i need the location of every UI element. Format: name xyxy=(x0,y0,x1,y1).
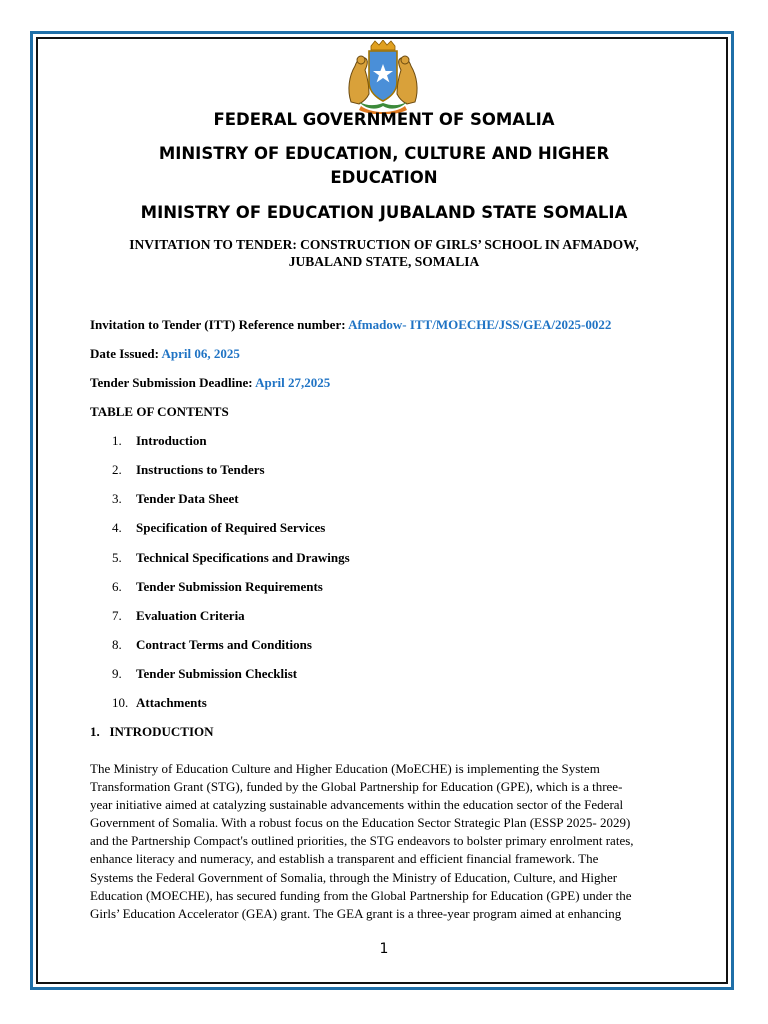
toc-item-number: 3. xyxy=(112,491,122,506)
paragraph-line: enhance literacy and numeracy, and establish a transparent and efficient financial framework. The xyxy=(90,851,599,867)
toc-item-number: 1. xyxy=(112,433,122,448)
reference-label: Invitation to Tender (ITT) Reference number: xyxy=(90,317,349,332)
toc-item-label: Tender Submission Requirements xyxy=(136,579,323,594)
toc-item-label: Evaluation Criteria xyxy=(136,608,245,623)
toc-item[interactable] xyxy=(112,636,312,654)
tender-title-line2: JUBALAND STATE, SOMALIA xyxy=(288,254,480,269)
paragraph-line: Systems the Federal Government of Somalia, through the Ministry of Education, Culture, and Higher xyxy=(90,869,618,885)
toc-item-label: Contract Terms and Conditions xyxy=(136,637,312,652)
toc-item-label: Attachments xyxy=(136,695,207,710)
ministry-heading-line2: EDUCATION xyxy=(330,168,438,187)
paragraph-line: Girls’ Education Accelerator (GEA) grant. The GEA grant is a three-year program aimed at enhancing xyxy=(90,905,622,921)
paragraph-line: Education (MOECHE), has secured funding from the Global Partnership for Education (GPE) under the xyxy=(90,887,632,903)
toc-heading: TABLE OF CONTENTS xyxy=(90,404,229,419)
toc-item-number: 6. xyxy=(112,579,122,594)
date-issued-line xyxy=(90,345,240,363)
ministry-heading-line1: MINISTRY OF EDUCATION, CULTURE AND HIGHER xyxy=(158,144,610,163)
paragraph-line: Government of Somalia. With a robust focus on the Education Sector Strategic Plan (ESSP 2025- 2029) xyxy=(90,815,631,831)
date-issued-label: Date Issued: xyxy=(90,346,162,361)
toc-item-label: Introduction xyxy=(136,433,207,448)
toc-item-number: 8. xyxy=(112,637,122,652)
toc-item[interactable] xyxy=(112,490,239,508)
toc-item[interactable] xyxy=(112,461,265,479)
reference-number-line xyxy=(90,316,611,334)
toc-item-number: 7. xyxy=(112,608,122,623)
paragraph-line: Transformation Grant (STG), funded by the Global Partnership for Education (GPE), which is a three- xyxy=(90,779,623,795)
toc-item-number: 9. xyxy=(112,666,122,681)
toc-item-number: 2. xyxy=(112,462,122,477)
toc-item-number: 10. xyxy=(112,695,129,710)
paragraph-line: The Ministry of Education Culture and Higher Education (MoECHE) is implementing the System xyxy=(90,761,600,776)
deadline-line xyxy=(90,374,330,392)
toc-item-number: 5. xyxy=(112,550,122,565)
government-heading: FEDERAL GOVERNMENT OF SOMALIA xyxy=(213,110,555,129)
toc-item[interactable] xyxy=(112,549,350,567)
reference-value: Afmadow- ITT/MOECHE/JSS/GEA/2025-0022 xyxy=(348,317,612,332)
deadline-label: Tender Submission Deadline: xyxy=(90,375,256,390)
toc-item[interactable] xyxy=(112,694,207,712)
paragraph-line: year initiative aimed at catalyzing sustainable advancements within the education sector of the Federal xyxy=(90,797,624,813)
toc-item[interactable] xyxy=(112,519,325,537)
toc-item-number: 4. xyxy=(112,520,122,535)
toc-item[interactable] xyxy=(112,607,245,625)
toc-item-label: Technical Specifications and Drawings xyxy=(136,550,350,565)
introduction-paragraph xyxy=(90,760,680,923)
toc-item-label: Tender Data Sheet xyxy=(136,491,239,506)
deadline-value: April 27,2025 xyxy=(255,375,331,390)
page-number: 1 xyxy=(379,941,389,957)
toc-item[interactable] xyxy=(112,578,323,596)
toc-item[interactable] xyxy=(112,665,297,683)
tender-title-line1: INVITATION TO TENDER: CONSTRUCTION OF GIRLS’ SCHOOL IN AFMADOW, xyxy=(129,237,639,252)
toc-item-label: Tender Submission Checklist xyxy=(136,666,298,681)
date-issued-value: April 06, 2025 xyxy=(161,346,240,361)
paragraph-line: and the Partnership Compact's outlined priorities, the STG endeavors to bolster primary enrolment rates, xyxy=(90,833,634,849)
introduction-heading: 1. INTRODUCTION xyxy=(90,724,214,739)
toc-item[interactable] xyxy=(112,432,207,450)
toc-item-label: Instructions to Tenders xyxy=(136,462,265,477)
toc-item-label: Specification of Required Services xyxy=(136,520,326,535)
jubaland-ministry-heading: MINISTRY OF EDUCATION JUBALAND STATE SOMALIA xyxy=(140,203,628,222)
somalia-coat-of-arms-icon xyxy=(337,40,429,114)
